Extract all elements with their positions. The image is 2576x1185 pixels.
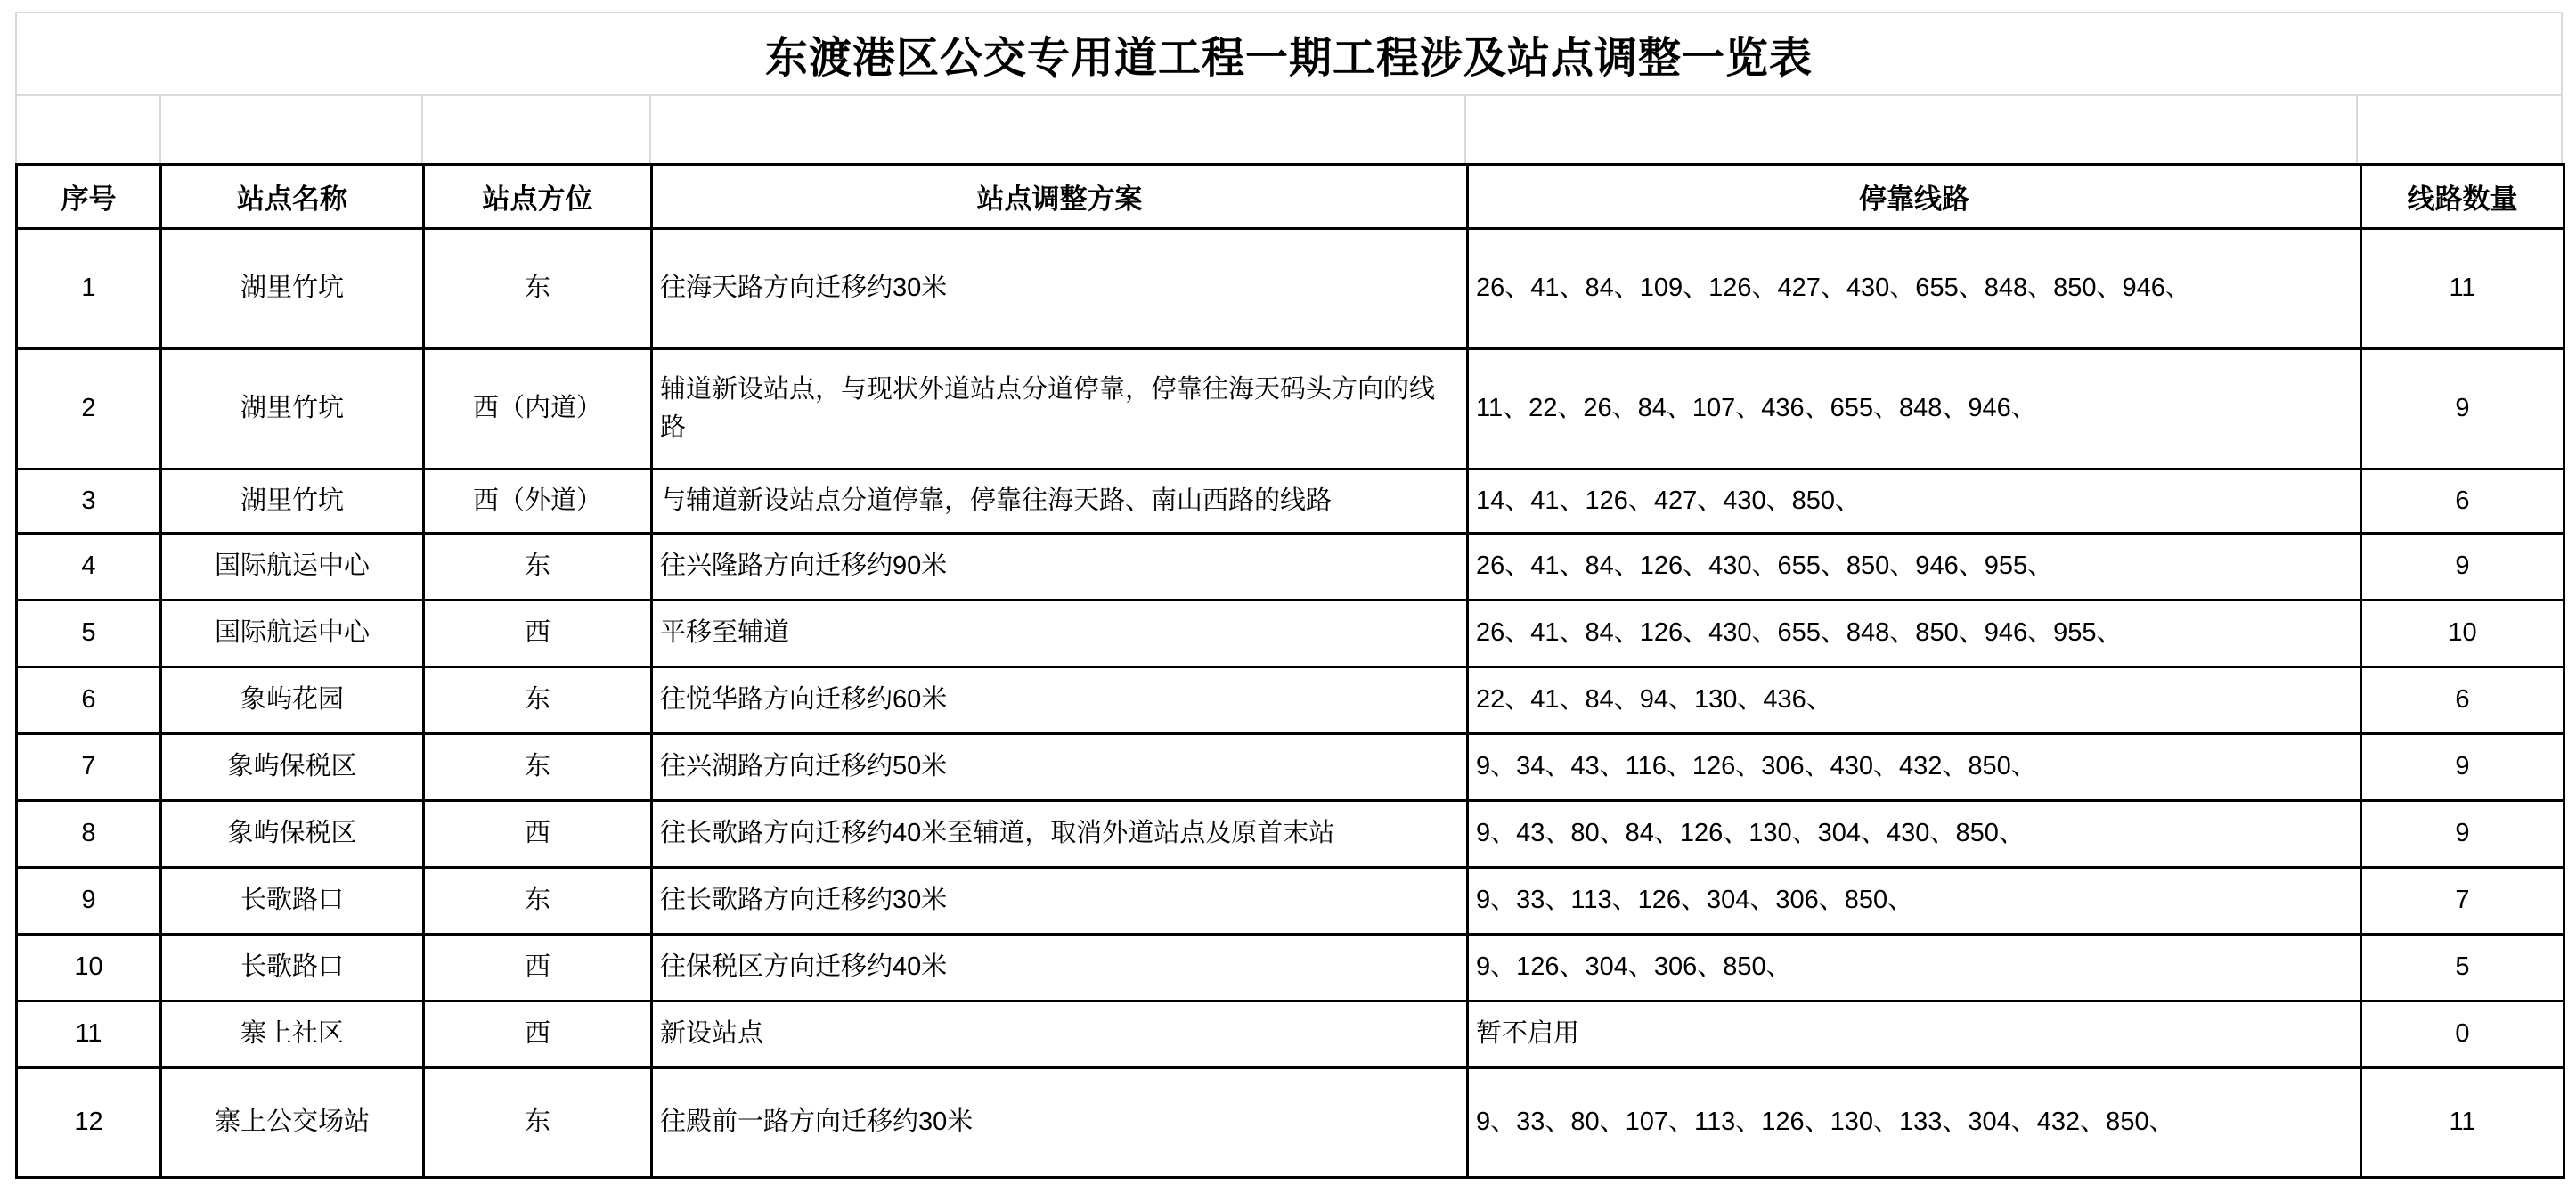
cell-no: 5 xyxy=(17,601,161,667)
table-row xyxy=(17,868,2564,935)
cell-no: 9 xyxy=(17,868,161,935)
cell-no: 1 xyxy=(17,229,161,349)
cell-plan: 往兴隆路方向迁移约90米 xyxy=(652,534,1468,601)
cell-station-name: 国际航运中心 xyxy=(161,601,424,667)
stations-table xyxy=(15,163,2565,1179)
cell-plan: 与辅道新设站点分道停靠，停靠往海天路、南山西路的线路 xyxy=(652,470,1468,534)
cell-plan: 往殿前一路方向迁移约30米 xyxy=(652,1068,1468,1178)
cell-route-count: 11 xyxy=(2361,229,2564,349)
cell-routes: 14、41、126、427、430、850、 xyxy=(1468,470,2361,534)
cell-no: 10 xyxy=(17,935,161,1001)
cell-plan: 往悦华路方向迁移约60米 xyxy=(652,667,1468,734)
cell-direction: 东 xyxy=(424,667,652,734)
cell-station-name: 国际航运中心 xyxy=(161,534,424,601)
table-row xyxy=(17,667,2564,734)
cell-route-count: 5 xyxy=(2361,935,2564,1001)
cell-station-name: 长歌路口 xyxy=(161,868,424,935)
cell-station-name: 湖里竹坑 xyxy=(161,229,424,349)
column-header-plan: 站点调整方案 xyxy=(652,165,1468,229)
cell-routes: 11、22、26、84、107、436、655、848、946、 xyxy=(1468,349,2361,470)
column-header-route-count: 线路数量 xyxy=(2361,165,2564,229)
cell-no: 8 xyxy=(17,801,161,868)
sheet-title: 东渡港区公交专用道工程一期工程涉及站点调整一览表 xyxy=(15,12,2563,96)
cell-direction: 东 xyxy=(424,868,652,935)
empty-cell xyxy=(17,96,161,163)
cell-station-name: 象屿保税区 xyxy=(161,734,424,801)
cell-routes: 暂不启用 xyxy=(1468,1001,2361,1068)
cell-route-count: 6 xyxy=(2361,470,2564,534)
cell-no: 11 xyxy=(17,1001,161,1068)
cell-direction: 东 xyxy=(424,534,652,601)
table-row xyxy=(17,801,2564,868)
cell-direction: 东 xyxy=(424,1068,652,1178)
cell-routes: 9、34、43、116、126、306、430、432、850、 xyxy=(1468,734,2361,801)
cell-routes: 9、33、113、126、304、306、850、 xyxy=(1468,868,2361,935)
empty-row xyxy=(15,96,2563,163)
sheet-area xyxy=(15,12,2563,1179)
cell-route-count: 9 xyxy=(2361,349,2564,470)
table-row xyxy=(17,229,2564,349)
cell-plan: 辅道新设站点，与现状外道站点分道停靠，停靠往海天码头方向的线路 xyxy=(652,349,1468,470)
cell-station-name: 湖里竹坑 xyxy=(161,470,424,534)
cell-no: 3 xyxy=(17,470,161,534)
cell-plan: 往兴湖路方向迁移约50米 xyxy=(652,734,1468,801)
table-row xyxy=(17,1068,2564,1178)
table-row xyxy=(17,1001,2564,1068)
cell-route-count: 11 xyxy=(2361,1068,2564,1178)
cell-route-count: 6 xyxy=(2361,667,2564,734)
cell-plan: 新设站点 xyxy=(652,1001,1468,1068)
cell-routes: 26、41、84、126、430、655、850、946、955、 xyxy=(1468,534,2361,601)
cell-plan: 往海天路方向迁移约30米 xyxy=(652,229,1468,349)
cell-station-name: 寨上公交场站 xyxy=(161,1068,424,1178)
cell-no: 7 xyxy=(17,734,161,801)
cell-direction: 西 xyxy=(424,935,652,1001)
cell-routes: 9、33、80、107、113、126、130、133、304、432、850、 xyxy=(1468,1068,2361,1178)
cell-plan: 往长歌路方向迁移约30米 xyxy=(652,868,1468,935)
cell-route-count: 9 xyxy=(2361,801,2564,868)
cell-no: 12 xyxy=(17,1068,161,1178)
cell-route-count: 0 xyxy=(2361,1001,2564,1068)
cell-routes: 22、41、84、94、130、436、 xyxy=(1468,667,2361,734)
column-header-routes: 停靠线路 xyxy=(1468,165,2361,229)
cell-route-count: 9 xyxy=(2361,734,2564,801)
cell-direction: 西（外道） xyxy=(424,470,652,534)
cell-plan: 平移至辅道 xyxy=(652,601,1468,667)
cell-route-count: 9 xyxy=(2361,534,2564,601)
cell-no: 4 xyxy=(17,534,161,601)
column-header-no: 序号 xyxy=(17,165,161,229)
cell-route-count: 10 xyxy=(2361,601,2564,667)
cell-station-name: 象屿花园 xyxy=(161,667,424,734)
cell-plan: 往保税区方向迁移约40米 xyxy=(652,935,1468,1001)
cell-routes: 26、41、84、126、430、655、848、850、946、955、 xyxy=(1468,601,2361,667)
header-row xyxy=(17,165,2564,229)
cell-routes: 9、43、80、84、126、130、304、430、850、 xyxy=(1468,801,2361,868)
cell-station-name: 象屿保税区 xyxy=(161,801,424,868)
cell-plan: 往长歌路方向迁移约40米至辅道，取消外道站点及原首末站 xyxy=(652,801,1468,868)
column-header-direction: 站点方位 xyxy=(424,165,652,229)
cell-routes: 26、41、84、109、126、427、430、655、848、850、946、 xyxy=(1468,229,2361,349)
cell-direction: 西 xyxy=(424,801,652,868)
cell-routes: 9、126、304、306、850、 xyxy=(1468,935,2361,1001)
cell-route-count: 7 xyxy=(2361,868,2564,935)
empty-cell xyxy=(1466,96,2359,163)
table-row xyxy=(17,935,2564,1001)
empty-cell xyxy=(161,96,424,163)
table-row xyxy=(17,349,2564,470)
cell-station-name: 寨上社区 xyxy=(161,1001,424,1068)
cell-direction: 东 xyxy=(424,734,652,801)
cell-station-name: 湖里竹坑 xyxy=(161,349,424,470)
empty-cell xyxy=(651,96,1466,163)
cell-no: 2 xyxy=(17,349,161,470)
empty-cell xyxy=(423,96,651,163)
cell-direction: 西 xyxy=(424,601,652,667)
table-row xyxy=(17,734,2564,801)
empty-cell xyxy=(2358,96,2561,163)
table-row xyxy=(17,470,2564,534)
cell-direction: 西（内道） xyxy=(424,349,652,470)
cell-direction: 西 xyxy=(424,1001,652,1068)
table-row xyxy=(17,601,2564,667)
cell-no: 6 xyxy=(17,667,161,734)
table-row xyxy=(17,534,2564,601)
column-header-station-name: 站点名称 xyxy=(161,165,424,229)
cell-station-name: 长歌路口 xyxy=(161,935,424,1001)
cell-direction: 东 xyxy=(424,229,652,349)
